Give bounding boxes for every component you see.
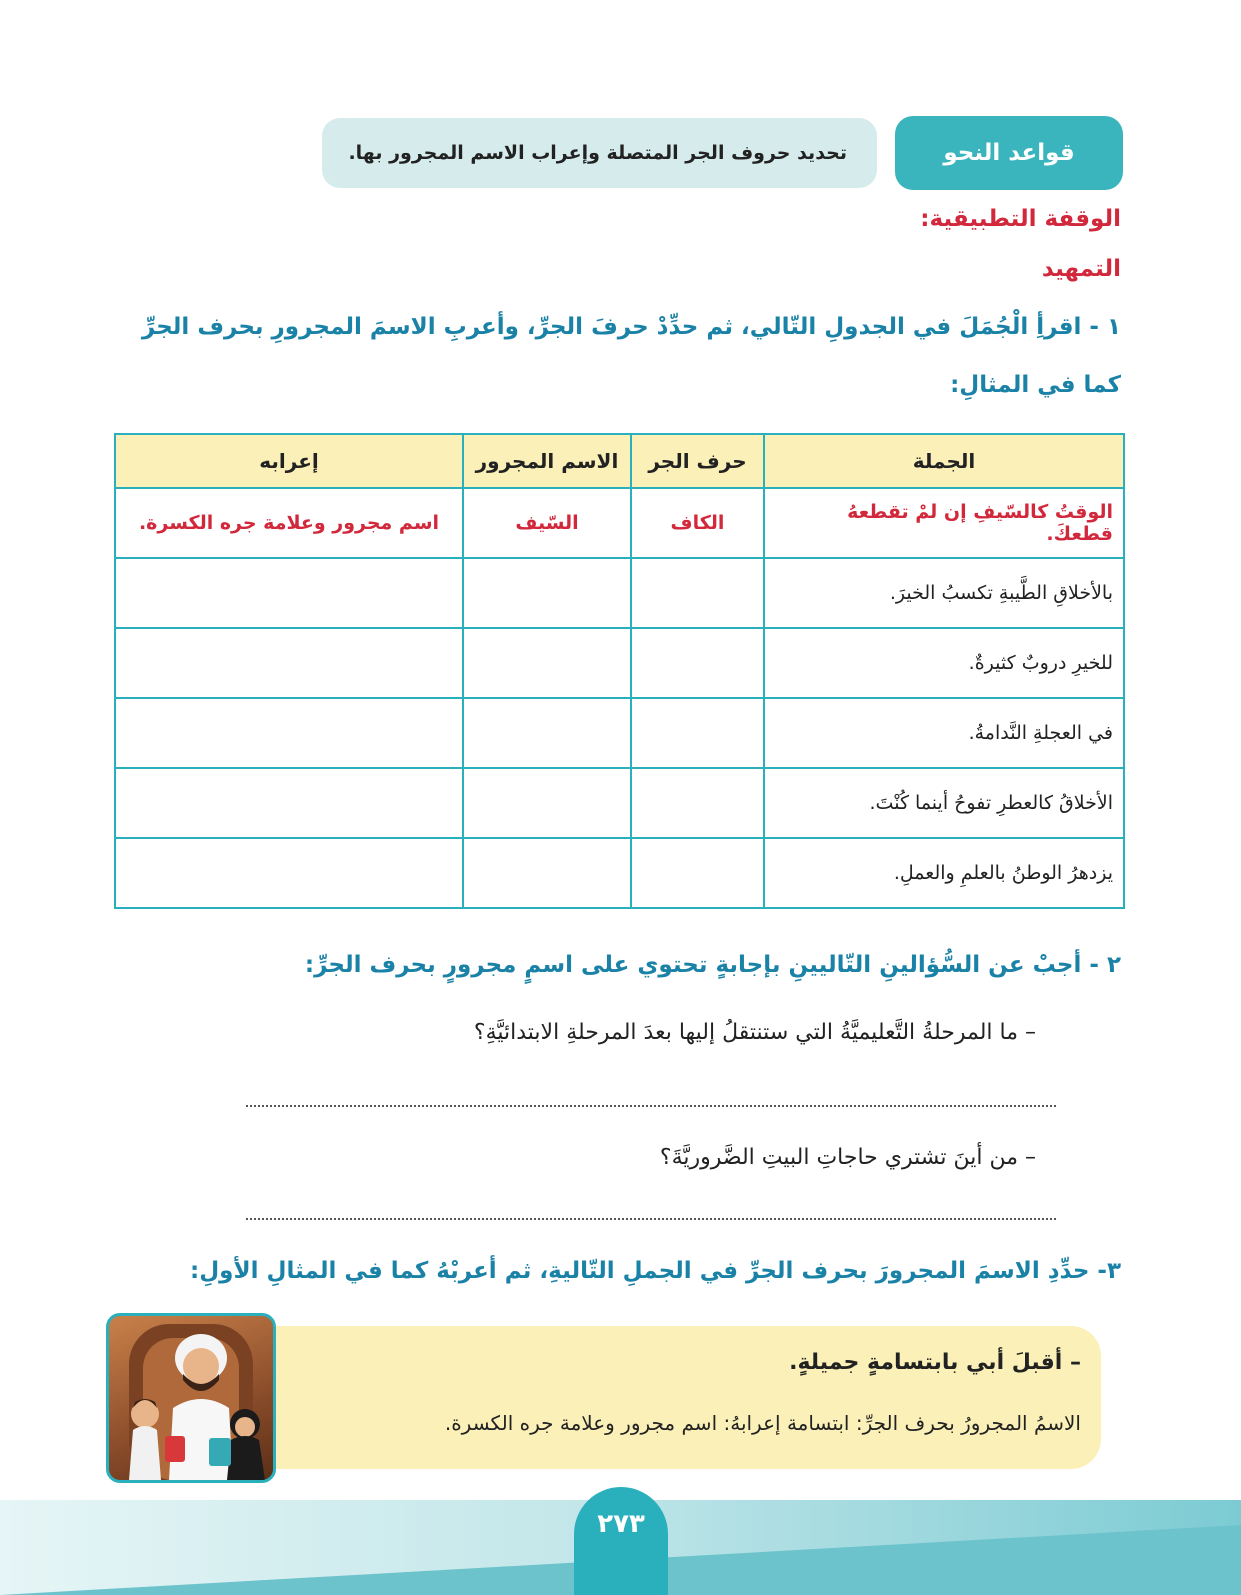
lesson-header: [322, 116, 1123, 190]
answer-harf-cell[interactable]: [631, 628, 764, 698]
answer-harf-cell[interactable]: [631, 838, 764, 908]
intro-title: التمهيد: [1041, 256, 1121, 282]
subject-tab: قواعد النحو: [895, 116, 1123, 190]
q1-title-line2: كما في المثالِ:: [950, 372, 1121, 398]
row-sentence: يزدهرُ الوطنُ بالعلمِ والعملِ.: [764, 838, 1124, 908]
grammar-table: [114, 433, 1125, 909]
family-illustration: [106, 1313, 276, 1483]
answer-ism-cell[interactable]: [463, 838, 631, 908]
answer-irab-cell[interactable]: [115, 628, 463, 698]
q3-example-sentence: – أقبلَ أبي بابتسامةٍ جميلةٍ.: [789, 1350, 1081, 1375]
col-irab-header: إعرابه: [115, 434, 463, 488]
example-irab: اسم مجرور وعلامة جره الكسرة.: [115, 488, 463, 558]
answer-harf-cell[interactable]: [631, 698, 764, 768]
family-illustration-icon: [109, 1316, 273, 1480]
table-row: [115, 628, 1124, 698]
answer-irab-cell[interactable]: [115, 558, 463, 628]
col-ism-header: الاسم المجرور: [463, 434, 631, 488]
q2-title: ٢ - أجبْ عن السُّؤالينِ التّاليينِ بإجابةٍ تحتوي على اسمٍ مجرورٍ بحرف الجرِّ:: [304, 952, 1121, 978]
q1-title-line1: ١ - اقرأِ الْجُمَلَ في الجدولِ التّالي، ثم حدِّدْ حرفَ الجرِّ، وأعربِ الاسمَ المجرورِ بحرف الجرِّ: [141, 314, 1121, 340]
table-row-example: [115, 488, 1124, 558]
table-row: [115, 698, 1124, 768]
table-row: [115, 838, 1124, 908]
topic-label: تحديد حروف الجر المتصلة وإعراب الاسم المجرور بها.: [322, 118, 877, 188]
answer-line-2[interactable]: [246, 1218, 1056, 1220]
q2-question-2: – من أينَ تشتري حاجاتِ البيتِ الضَّروريَّةَ؟: [659, 1145, 1036, 1170]
example-sentence: الوقتُ كالسّيفِ إن لمْ تقطعهُ قطعكَ.: [764, 488, 1124, 558]
answer-harf-cell[interactable]: [631, 558, 764, 628]
col-sentence-header: الجملة: [764, 434, 1124, 488]
practice-title: الوقفة التطبيقية:: [920, 206, 1121, 232]
answer-harf-cell[interactable]: [631, 768, 764, 838]
page-number: ٢٧٣: [574, 1487, 668, 1595]
answer-ism-cell[interactable]: [463, 628, 631, 698]
col-harf-header: حرف الجر: [631, 434, 764, 488]
q2-question-1: – ما المرحلةُ التَّعليميَّةُ التي ستنتقلُ إليها بعدَ المرحلةِ الابتدائيَّةِ؟: [473, 1020, 1036, 1045]
answer-ism-cell[interactable]: [463, 768, 631, 838]
answer-irab-cell[interactable]: [115, 838, 463, 908]
answer-irab-cell[interactable]: [115, 768, 463, 838]
q3-example-answer: الاسمُ المجرورُ بحرف الجرِّ: ابتسامة إعرابهُ: اسم مجرور وعلامة جره الكسرة.: [444, 1411, 1081, 1435]
example-ism: السّيف: [463, 488, 631, 558]
q3-title: ٣- حدِّدِ الاسمَ المجرورَ بحرف الجرِّ في الجملِ التّاليةِ، ثم أعربْهُ كما في المثالِ الأولِ:: [190, 1258, 1121, 1284]
table-row: [115, 768, 1124, 838]
example-harf: الكاف: [631, 488, 764, 558]
answer-ism-cell[interactable]: [463, 558, 631, 628]
answer-line-1[interactable]: [246, 1105, 1056, 1107]
table-row: [115, 558, 1124, 628]
row-sentence: بالأخلاقِ الطَّيبةِ تكسبُ الخيرَ.: [764, 558, 1124, 628]
answer-ism-cell[interactable]: [463, 698, 631, 768]
q3-example-box: [262, 1326, 1101, 1469]
table-header-row: [115, 434, 1124, 488]
answer-irab-cell[interactable]: [115, 698, 463, 768]
row-sentence: الأخلاقُ كالعطرِ تفوحُ أينما كُنْتَ.: [764, 768, 1124, 838]
row-sentence: للخيرِ دروبٌ كثيرةٌ.: [764, 628, 1124, 698]
row-sentence: في العجلةِ النَّدامةُ.: [764, 698, 1124, 768]
